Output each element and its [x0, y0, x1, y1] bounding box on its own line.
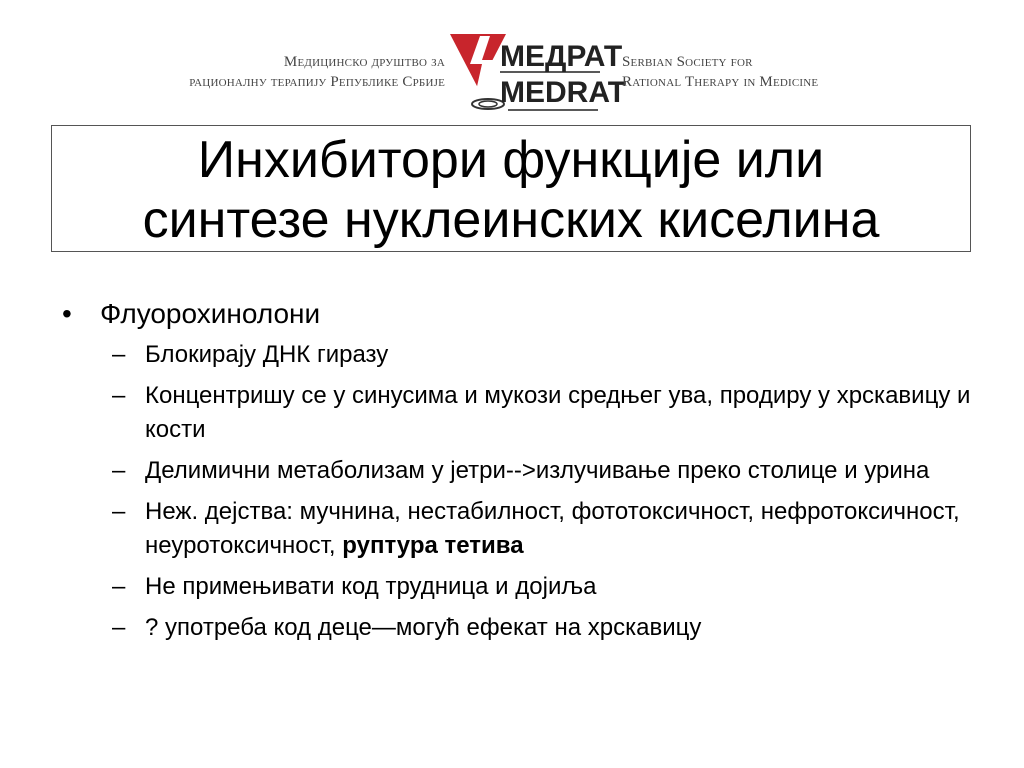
sub-item-text: Не примењивати код трудница и дојиља	[145, 573, 597, 600]
society-name-english-line1: Serbian Society for	[622, 54, 753, 70]
sub-item	[60, 338, 990, 372]
slide-body	[60, 296, 990, 652]
medrat-logo	[448, 30, 627, 116]
bullet-item	[60, 296, 990, 332]
sub-item	[60, 570, 990, 604]
society-name-serbian-line2: рационалну терапију Републике Србије	[189, 74, 445, 90]
society-name-english-line2: Rational Therapy in Medicine	[622, 74, 819, 90]
sub-item	[60, 495, 990, 563]
sub-item-text: Блокирају ДНК гиразу	[145, 341, 389, 368]
bullet-item-text: Флуорохинолони	[100, 298, 321, 329]
dash-icon: –	[112, 457, 126, 484]
sub-item-bold-text: руптура тетива	[342, 532, 524, 559]
sub-item-text: ? употреба код деце—могућ ефекат на хрскавицу	[145, 614, 702, 641]
sub-item	[60, 379, 990, 447]
dash-icon: –	[112, 498, 126, 525]
bullet-icon: •	[62, 298, 72, 329]
dash-icon: –	[112, 573, 126, 600]
sub-item-text: Неж. дејства: мучнина, нестабилност, фототоксичност, нефротоксичност, неуротоксичност,	[145, 498, 960, 559]
sub-item-text: Концентришу се у синусима и мукози средњег ува, продиру у хрскавицу и кости	[145, 382, 971, 443]
sub-item	[60, 454, 990, 488]
logo-text-cyrillic: МЕДРАТ	[500, 40, 623, 73]
society-name-serbian	[120, 52, 445, 92]
logo-text-latin: MEDRAT	[500, 76, 627, 109]
dash-icon: –	[112, 341, 126, 368]
sub-item-text: Делимични метаболизам у јетри-->излучивање преко столице и урина	[145, 457, 930, 484]
society-name-serbian-line1: Медицинско друштво за	[283, 54, 445, 70]
dash-icon: –	[112, 382, 126, 409]
slide-title	[51, 125, 971, 252]
slide-title-line1: Инхибитори функције или	[197, 131, 825, 189]
sub-item	[60, 611, 990, 645]
dash-icon: –	[112, 614, 126, 641]
society-name-english	[622, 52, 882, 92]
slide-title-line2: синтезе нуклеинских киселина	[142, 191, 880, 249]
